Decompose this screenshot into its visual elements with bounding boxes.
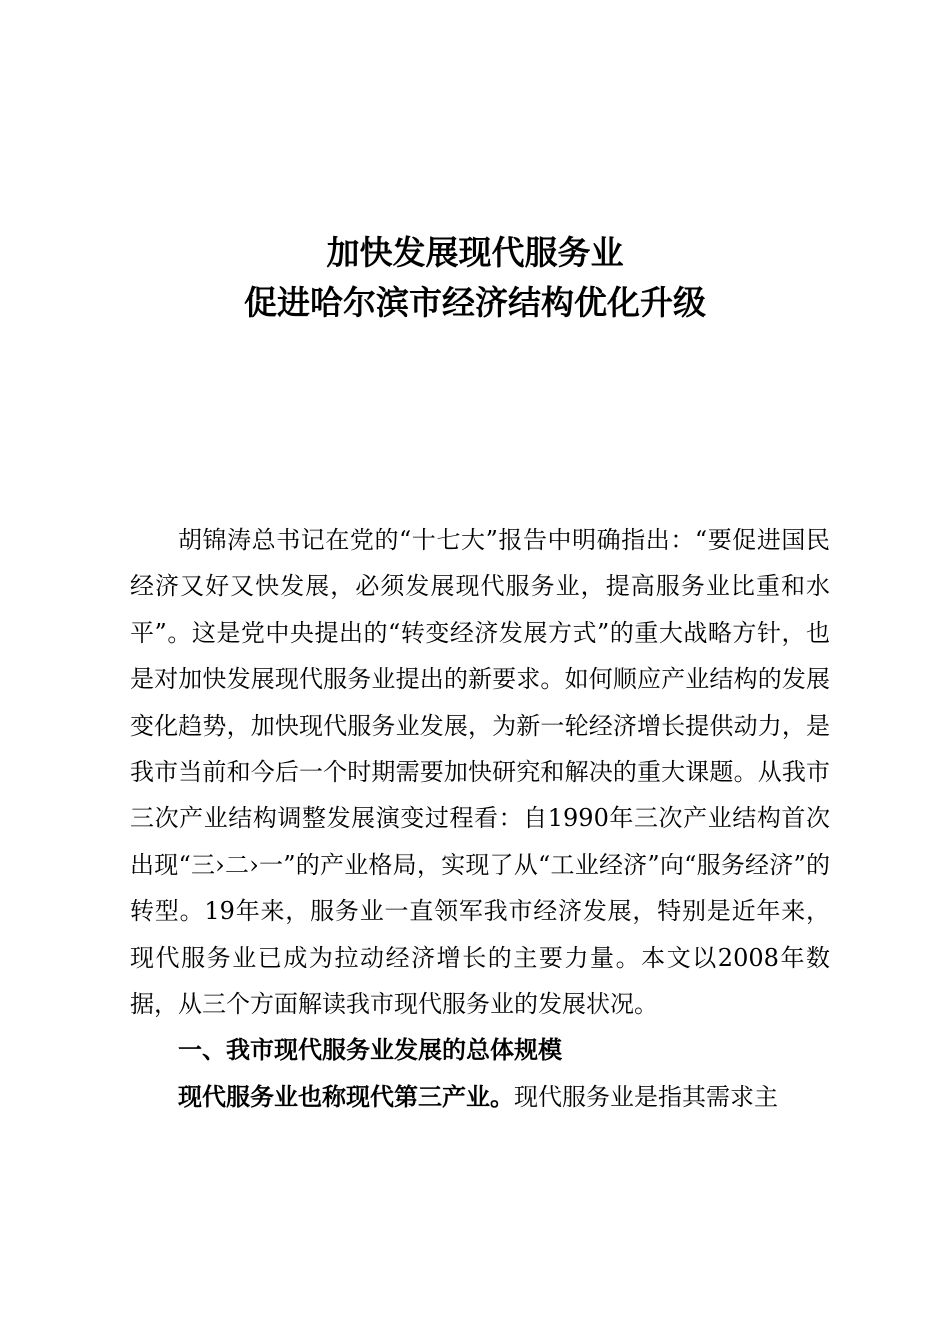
paragraph-2 — [130, 1074, 830, 1120]
intro-paragraph: 胡锦涛总书记在党的“十七大”报告中明确指出：“要促进国民经济又好又快发展，必须发展现代服务业，提高服务业比重和水平”。这是党中央提出的“转变经济发展方式”的重大战略方针，也是对加快发展现代服务业提出的新要求。如何顺应产业结构的发展变化趋势，加快现代服务业发展，为新一轮经济增长提供动力，是我市当前和今后一个时期需要加快研究和解决的重大课题。从我市三次产业结构调整发展演变过程看：自1990年三次产业结构首次出现“三›二›一”的产业格局，实现了从“工业经济”向“服务经济”的转型。19年来，服务业一直领军我市经济发展，特别是近年来，现代服务业已成为拉动经济增长的主要力量。本文以2008年数据，从三个方面解读我市现代服务业的发展状况。 — [130, 526, 830, 1019]
document-title — [0, 228, 950, 328]
section-heading-1: 一、我市现代服务业发展的总体规模 — [178, 1036, 562, 1065]
title-line-1: 加快发展现代服务业 — [326, 233, 624, 272]
title-line-2: 促进哈尔滨市经济结构优化升级 — [244, 283, 706, 322]
paragraph-2-lead: 现代服务业也称现代第三产业。 — [178, 1082, 514, 1111]
document-body — [130, 517, 830, 1120]
paragraph-2-text: 现代服务业是指其需求主 — [514, 1082, 778, 1111]
